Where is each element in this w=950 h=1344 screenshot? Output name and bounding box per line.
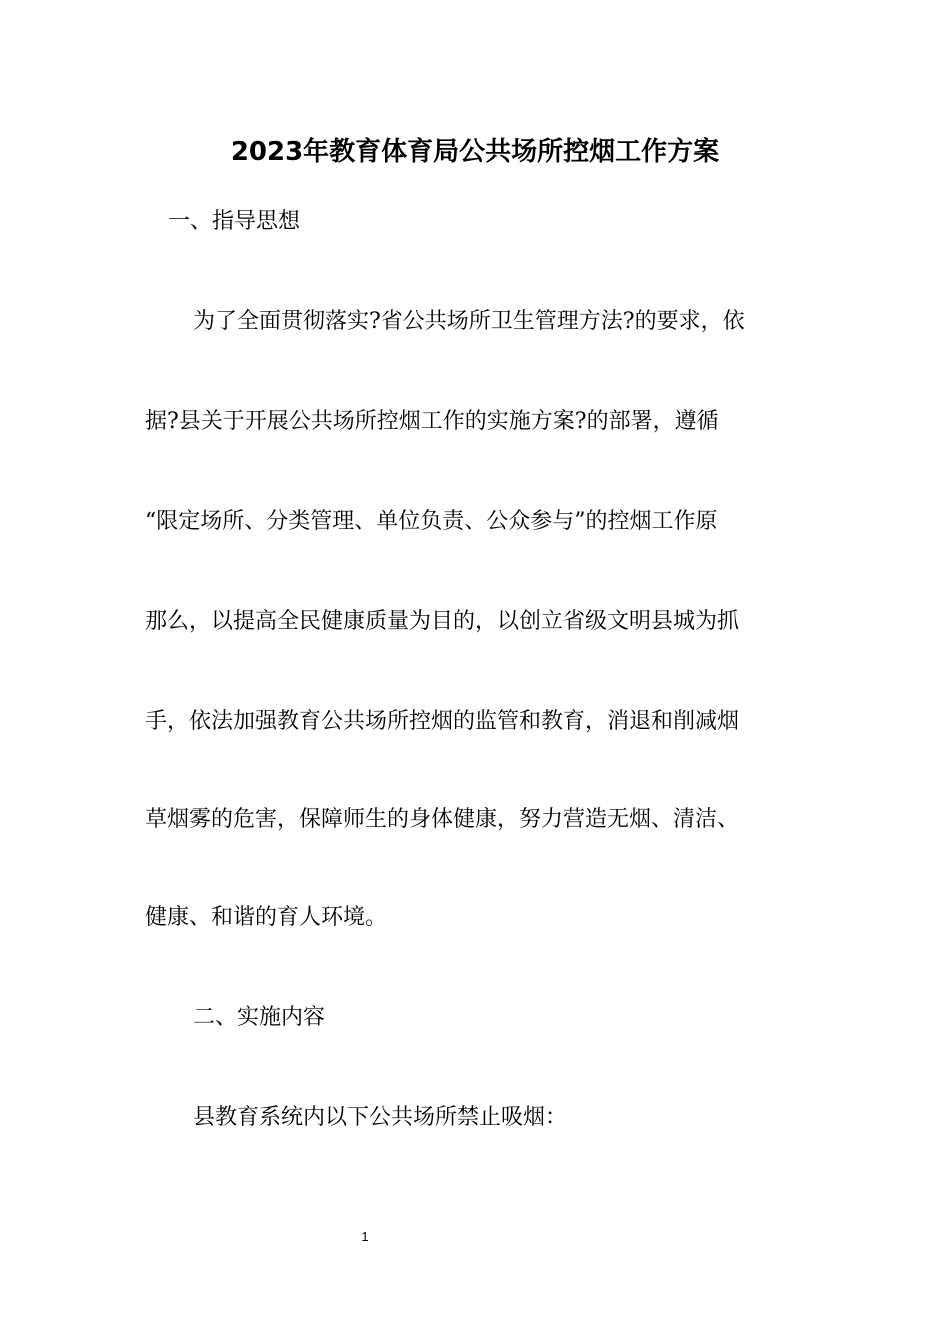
paragraph-line: “限定场所、分类管理、单位负责、公众参与”的控烟工作原: [145, 509, 718, 534]
paragraph-line: 县教育系统内以下公共场所禁止吸烟：: [193, 1105, 568, 1130]
paragraph-line: 据?县关于开展公共场所控烟工作的实施方案?的部署，遵循: [145, 409, 719, 434]
paragraph-line: 为了全面贯彻落实?省公共场所卫生管理方法?的要求，依: [193, 309, 745, 334]
document-title: 2023年教育体育局公共场所控烟工作方案: [230, 137, 720, 167]
paragraph-line: 健康、和谐的育人环境。: [145, 905, 388, 930]
paragraph-line: 草烟雾的危害，保障师生的身体健康，努力营造无烟、清洁、: [145, 807, 740, 832]
section-heading-implementation: 二、实施内容: [193, 1005, 326, 1030]
paragraph-line: 那么，以提高全民健康质量为目的，以创立省级文明县城为抓: [145, 609, 740, 634]
page-number: 1: [361, 1229, 369, 1244]
section-heading-guiding-ideology: 一、指导思想: [168, 209, 301, 234]
paragraph-line: 手，依法加强教育公共场所控烟的监管和教育，消退和削减烟: [145, 709, 740, 734]
